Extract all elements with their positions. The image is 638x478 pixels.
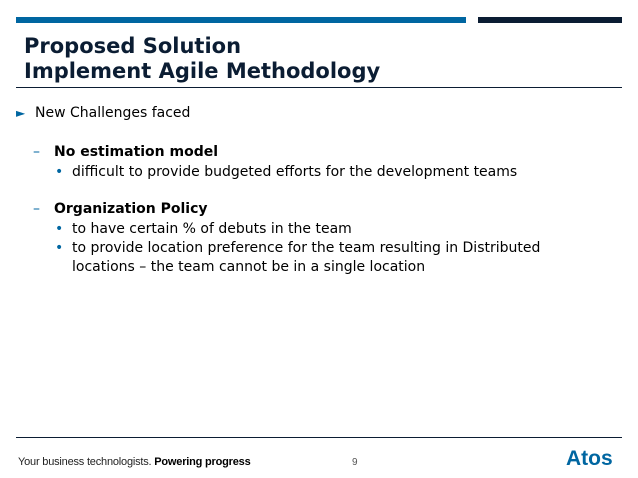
triangle-bullet-icon: ►: [16, 106, 26, 120]
atos-logo-icon: [566, 446, 622, 470]
logo-wordmark: Atos: [566, 447, 613, 470]
slide-title-line1: Proposed Solution: [24, 34, 242, 58]
bullet-level3-text: to provide location preference for the team resulting in Distributed locations – the team cannot be in a single location: [72, 240, 541, 275]
slide-title-line2: Implement Agile Methodology: [24, 59, 381, 83]
section-heading-policy: [33, 200, 208, 219]
page-number: 9: [352, 457, 358, 468]
tagline-bold: Powering progress: [151, 456, 251, 468]
dot-bullet-icon: •: [55, 240, 64, 256]
footer-tagline: [18, 456, 251, 468]
dash-bullet-icon: –: [33, 201, 40, 217]
section-heading-estimation: [33, 143, 218, 162]
bullet-level1-text: New Challenges faced: [35, 105, 191, 121]
dash-bullet-icon: –: [33, 144, 40, 160]
section-heading-text: Organization Policy: [54, 201, 208, 217]
bullet-level3: [55, 163, 562, 182]
dot-bullet-icon: •: [55, 221, 64, 237]
footer-rule: [16, 437, 622, 438]
bullet-level1: [16, 104, 190, 123]
bullet-level3: [55, 239, 562, 277]
section-heading-text: No estimation model: [54, 144, 219, 160]
bullet-level3-text: to have certain % of debuts in the team: [72, 221, 352, 237]
bullet-level3-text: difficult to provide budgeted efforts for the development teams: [72, 164, 518, 180]
tagline-regular: Your business technologists.: [18, 456, 152, 468]
dot-bullet-icon: •: [55, 164, 64, 180]
bullet-level3: [55, 220, 562, 239]
